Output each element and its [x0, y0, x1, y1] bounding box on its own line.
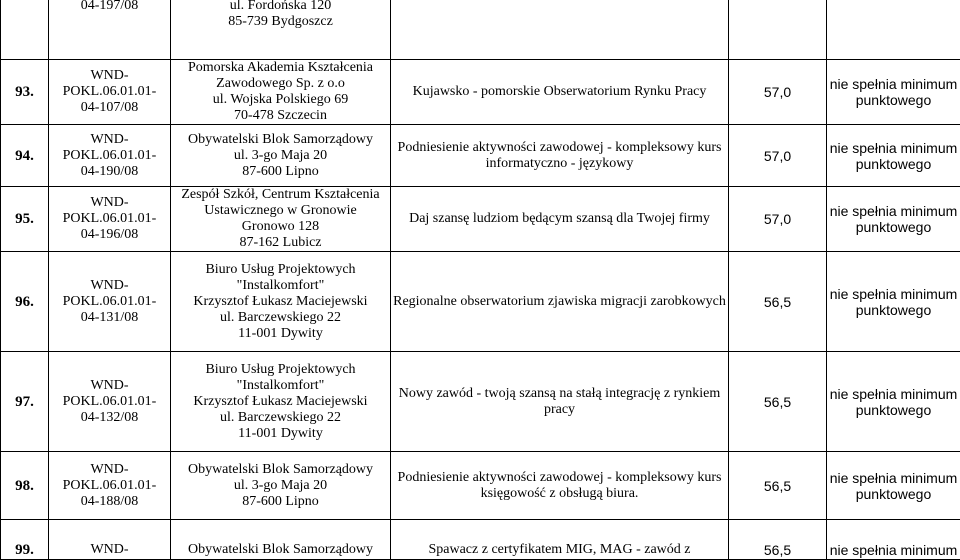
application-code-line: POKL.06.01.01-: [51, 84, 168, 100]
applicant-address-line: 85-739 Bydgoszcz: [173, 14, 388, 30]
application-code-line: WND-: [51, 195, 168, 211]
evaluation-status: [827, 125, 960, 187]
score: 57,0: [729, 60, 827, 125]
table-row: [1, 252, 960, 352]
project-title: [391, 125, 729, 187]
applicant-address-line: ul. Fordońska 120: [173, 0, 388, 14]
score: 56,5: [729, 352, 827, 452]
project-title: [391, 352, 729, 452]
applicant-address: [171, 452, 391, 520]
applicant-address-line: 11-001 Dywity: [173, 426, 388, 442]
applicant-address: [171, 60, 391, 125]
applicant-address: [171, 0, 391, 60]
applicant-address-line: "Instalkomfort": [173, 278, 388, 294]
application-code-line: 04-132/08: [51, 410, 168, 426]
evaluation-status-text: nie spełnia minimum punktowego: [829, 286, 958, 318]
table-row: [1, 352, 960, 452]
application-code: [49, 452, 171, 520]
applicant-address-line: Krzysztof Łukasz Maciejewski: [173, 294, 388, 310]
applicant-address-line: Zespół Szkół, Centrum Kształcenia: [173, 187, 388, 203]
application-code: [49, 187, 171, 252]
application-code-line: 04-131/08: [51, 310, 168, 326]
evaluation-status-text: nie spełnia minimum punktowego: [829, 470, 958, 502]
project-title: [391, 187, 729, 252]
application-code-line: 04-190/08: [51, 164, 168, 180]
application-code: [49, 0, 171, 60]
applicant-address-line: 11-001 Dywity: [173, 326, 388, 342]
table-row: [1, 520, 960, 560]
project-title-text: Nowy zawód - twoją szansą na stałą integrację z rynkiem pracy: [393, 386, 726, 418]
application-code-line: POKL.06.01.01-: [51, 211, 168, 227]
project-title-text: Podniesienie aktywności zawodowej - kompleksowy kurs księgowość z obsługą biura.: [393, 470, 726, 502]
application-code-line: WND-: [51, 278, 168, 294]
row-number: [1, 0, 49, 60]
applicant-address-line: 87-600 Lipno: [173, 164, 388, 180]
applicant-address-line: Ustawicznego w Gronowie: [173, 203, 388, 219]
score: 57,0: [729, 187, 827, 252]
applicant-address-line: ul. 3-go Maja 20: [173, 478, 388, 494]
application-code: [49, 60, 171, 125]
application-code: [49, 125, 171, 187]
application-code-line: POKL.06.01.01-: [51, 478, 168, 494]
application-code-line: 04-107/08: [51, 100, 168, 116]
evaluation-status: [827, 0, 960, 60]
application-code-line: 04-188/08: [51, 494, 168, 510]
evaluation-status-text: nie spełnia minimum punktowego: [829, 140, 958, 172]
applicant-address: [171, 252, 391, 352]
score: 56,5: [729, 520, 827, 560]
row-number: 96.: [1, 252, 49, 352]
applicant-address: [171, 520, 391, 560]
row-number: 93.: [1, 60, 49, 125]
evaluation-status: [827, 452, 960, 520]
application-code-line: POKL.06.01.01-: [51, 394, 168, 410]
project-title-text: Spawacz z certyfikatem MIG, MAG - zawód z: [393, 542, 726, 558]
applicant-address-line: Krzysztof Łukasz Maciejewski: [173, 394, 388, 410]
applicant-address-line: Obywatelski Blok Samorządowy: [173, 542, 388, 558]
evaluation-status: [827, 520, 960, 560]
evaluation-status: [827, 352, 960, 452]
row-number: 97.: [1, 352, 49, 452]
row-number: 95.: [1, 187, 49, 252]
score: 56,5: [729, 252, 827, 352]
project-title: [391, 520, 729, 560]
project-title-text: Kujawsko - pomorskie Obserwatorium Rynku Pracy: [393, 84, 726, 100]
application-code-line: 04-197/08: [51, 0, 168, 14]
application-code-line: POKL.06.01.01-: [51, 148, 168, 164]
table-row: [1, 452, 960, 520]
applicant-address-line: Zawodowego Sp. z o.o: [173, 76, 388, 92]
project-title-text: Daj szansę ludziom będącym szansą dla Twojej firmy: [393, 211, 726, 227]
evaluation-status: [827, 187, 960, 252]
application-code-line: POKL.06.01.01-: [51, 294, 168, 310]
row-number: 94.: [1, 125, 49, 187]
results-table-body: [1, 0, 960, 560]
table-row: [1, 187, 960, 252]
application-code-line: WND-: [51, 378, 168, 394]
applicant-address-line: ul. Wojska Polskiego 69: [173, 92, 388, 108]
evaluation-status-text: nie spełnia minimum: [829, 542, 958, 558]
project-title: [391, 0, 729, 60]
applicant-address: [171, 187, 391, 252]
applicant-address-line: Pomorska Akademia Kształcenia: [173, 60, 388, 76]
applicant-address-line: "Instalkomfort": [173, 378, 388, 394]
applicant-address-line: Biuro Usług Projektowych: [173, 262, 388, 278]
applicant-address: [171, 352, 391, 452]
application-code: [49, 252, 171, 352]
table-row: [1, 0, 960, 60]
project-title: [391, 452, 729, 520]
applicant-address-line: Gronowo 128: [173, 219, 388, 235]
evaluation-status: [827, 60, 960, 125]
applicant-address-line: Obywatelski Blok Samorządowy: [173, 462, 388, 478]
application-code-line: WND-: [51, 132, 168, 148]
application-code-line: WND-: [51, 542, 168, 558]
project-title-text: Podniesienie aktywności zawodowej - kompleksowy kurs informatyczno - językowy: [393, 140, 726, 172]
applicant-address: [171, 125, 391, 187]
project-title: [391, 252, 729, 352]
applicant-address-line: ul. Barczewskiego 22: [173, 310, 388, 326]
applicant-address-line: 87-162 Lubicz: [173, 235, 388, 251]
table-row: [1, 60, 960, 125]
evaluation-status-text: nie spełnia minimum punktowego: [829, 386, 958, 418]
applicant-address-line: Obywatelski Blok Samorządowy: [173, 132, 388, 148]
project-title-text: Regionalne obserwatorium zjawiska migracji zarobkowych: [393, 294, 726, 310]
evaluation-status: [827, 252, 960, 352]
evaluation-status-text: nie spełnia minimum punktowego: [829, 203, 958, 235]
applicant-address-line: ul. Barczewskiego 22: [173, 410, 388, 426]
application-code-line: WND-: [51, 68, 168, 84]
score: [729, 0, 827, 60]
row-number: 98.: [1, 452, 49, 520]
applicant-address-line: 70-478 Szczecin: [173, 108, 388, 124]
project-title: [391, 60, 729, 125]
applicant-address-line: 87-600 Lipno: [173, 494, 388, 510]
application-code: [49, 352, 171, 452]
evaluation-status-text: nie spełnia minimum punktowego: [829, 76, 958, 108]
table-row: [1, 125, 960, 187]
applicant-address-line: Biuro Usług Projektowych: [173, 362, 388, 378]
row-number: 99.: [1, 520, 49, 560]
applicant-address-line: ul. 3-go Maja 20: [173, 148, 388, 164]
application-code-line: WND-: [51, 462, 168, 478]
score: 56,5: [729, 452, 827, 520]
score: 57,0: [729, 125, 827, 187]
application-code-line: 04-196/08: [51, 227, 168, 243]
application-code: [49, 520, 171, 560]
